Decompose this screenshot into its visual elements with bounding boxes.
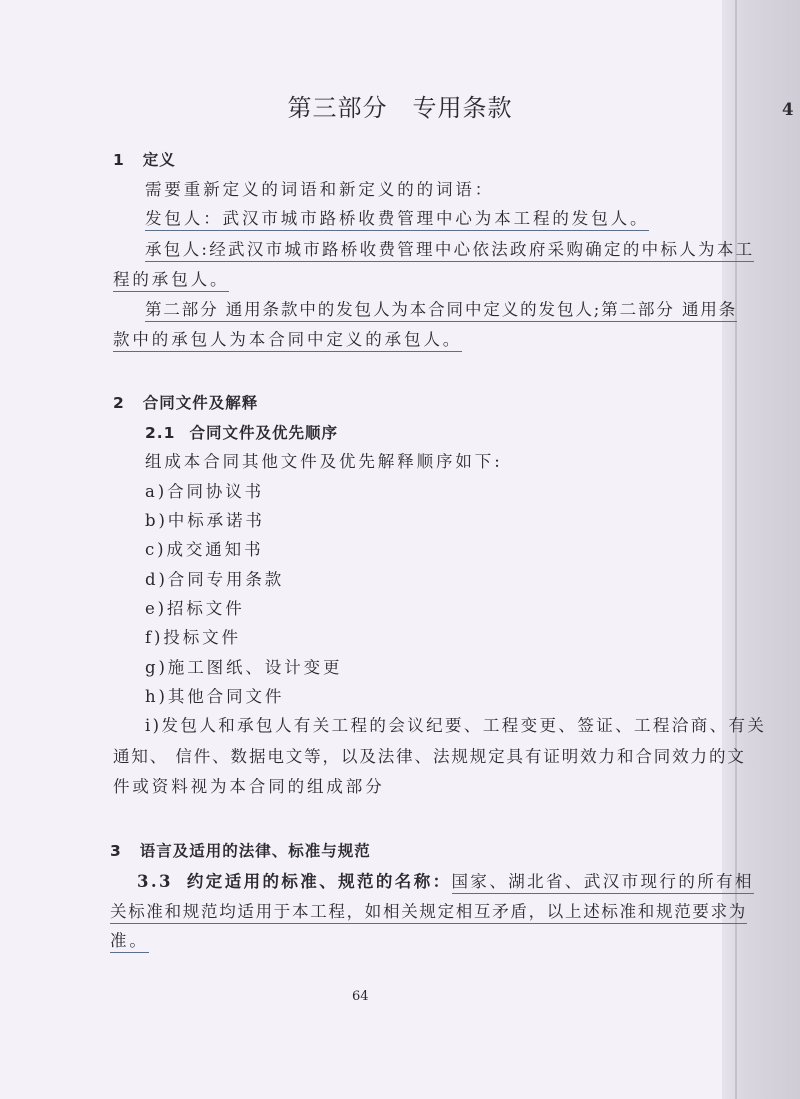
section-number: 3 — [110, 842, 122, 860]
section-1-heading — [113, 150, 176, 170]
list-item: g)施工图纸、设计变更 — [145, 658, 343, 677]
section-title: 语言及适用的法律、标准与规范 — [139, 842, 371, 860]
paragraph: 组成本合同其他文件及优先解释顺序如下: — [145, 452, 503, 471]
section-title: 合同文件及解释 — [142, 394, 259, 412]
paragraph: 件或资料视为本合同的组成部分 — [113, 777, 385, 796]
section-title: 定义 — [142, 151, 176, 169]
subsection-number: 2.1 — [145, 424, 176, 442]
list-item: c)成交通知书 — [145, 540, 264, 559]
subsection-number: 3.3 — [137, 872, 173, 891]
page-number: 64 — [352, 989, 369, 1004]
list-item: f)投标文件 — [145, 628, 241, 647]
list-item: b)中标承诺书 — [145, 511, 265, 530]
subsection-title: 合同文件及优先顺序 — [189, 424, 338, 442]
section-number: 2 — [113, 394, 125, 412]
underlined-text: 款中的承包人为本合同中定义的承包人。 — [113, 330, 462, 352]
subsection-title: 约定适用的标准、规范的名称： — [186, 872, 452, 891]
paragraph: 通知、 信件、数据电文等，以及法律、法规规定具有证明效力和合同效力的文 — [113, 747, 746, 766]
list-item: e)招标文件 — [145, 599, 245, 618]
subsection-2-1-heading — [145, 423, 338, 443]
underlined-text: 第二部分 通用条款中的发包人为本合同中定义的发包人;第二部分 通用条 — [145, 300, 737, 322]
list-item: i)发包人和承包人有关工程的会议纪要、工程变更、签证、工程洽商、有关 — [145, 716, 767, 735]
paragraph — [145, 209, 649, 229]
list-item: d)合同专用条款 — [145, 570, 285, 589]
adjacent-page-edge — [722, 0, 800, 1099]
list-item: a)合同协议书 — [145, 482, 265, 501]
underlined-text: 准。 — [110, 931, 149, 953]
paragraph — [113, 270, 229, 290]
underlined-text: 程的承包人。 — [113, 270, 229, 292]
underlined-text: 国家、湖北省、武汉市现行的所有相 — [452, 872, 754, 894]
paragraph — [145, 240, 754, 260]
page-title: 第三部分 专用条款 — [287, 94, 513, 122]
paragraph — [113, 330, 462, 350]
section-3-heading — [110, 841, 371, 861]
underlined-text: 发包人：武汉市城市路桥收费管理中心为本工程的发包人。 — [145, 209, 649, 231]
adjacent-page-number: 4 — [782, 100, 797, 119]
paragraph — [110, 931, 149, 951]
paragraph — [145, 300, 737, 320]
paragraph — [110, 902, 747, 922]
subsection-3-3 — [137, 872, 754, 892]
list-item: h)其他合同文件 — [145, 687, 285, 706]
underlined-text: 承包人:经武汉市城市路桥收费管理中心依法政府采购确定的中标人为本工 — [145, 240, 754, 262]
section-2-heading — [113, 393, 258, 413]
section-number: 1 — [113, 151, 125, 169]
paragraph: 需要重新定义的词语和新定义的的词语： — [145, 180, 495, 199]
page-fold-line — [735, 0, 737, 1099]
underlined-text: 关标准和规范均适用于本工程，如相关规定相互矛盾，以上述标准和规范要求为 — [110, 902, 747, 924]
